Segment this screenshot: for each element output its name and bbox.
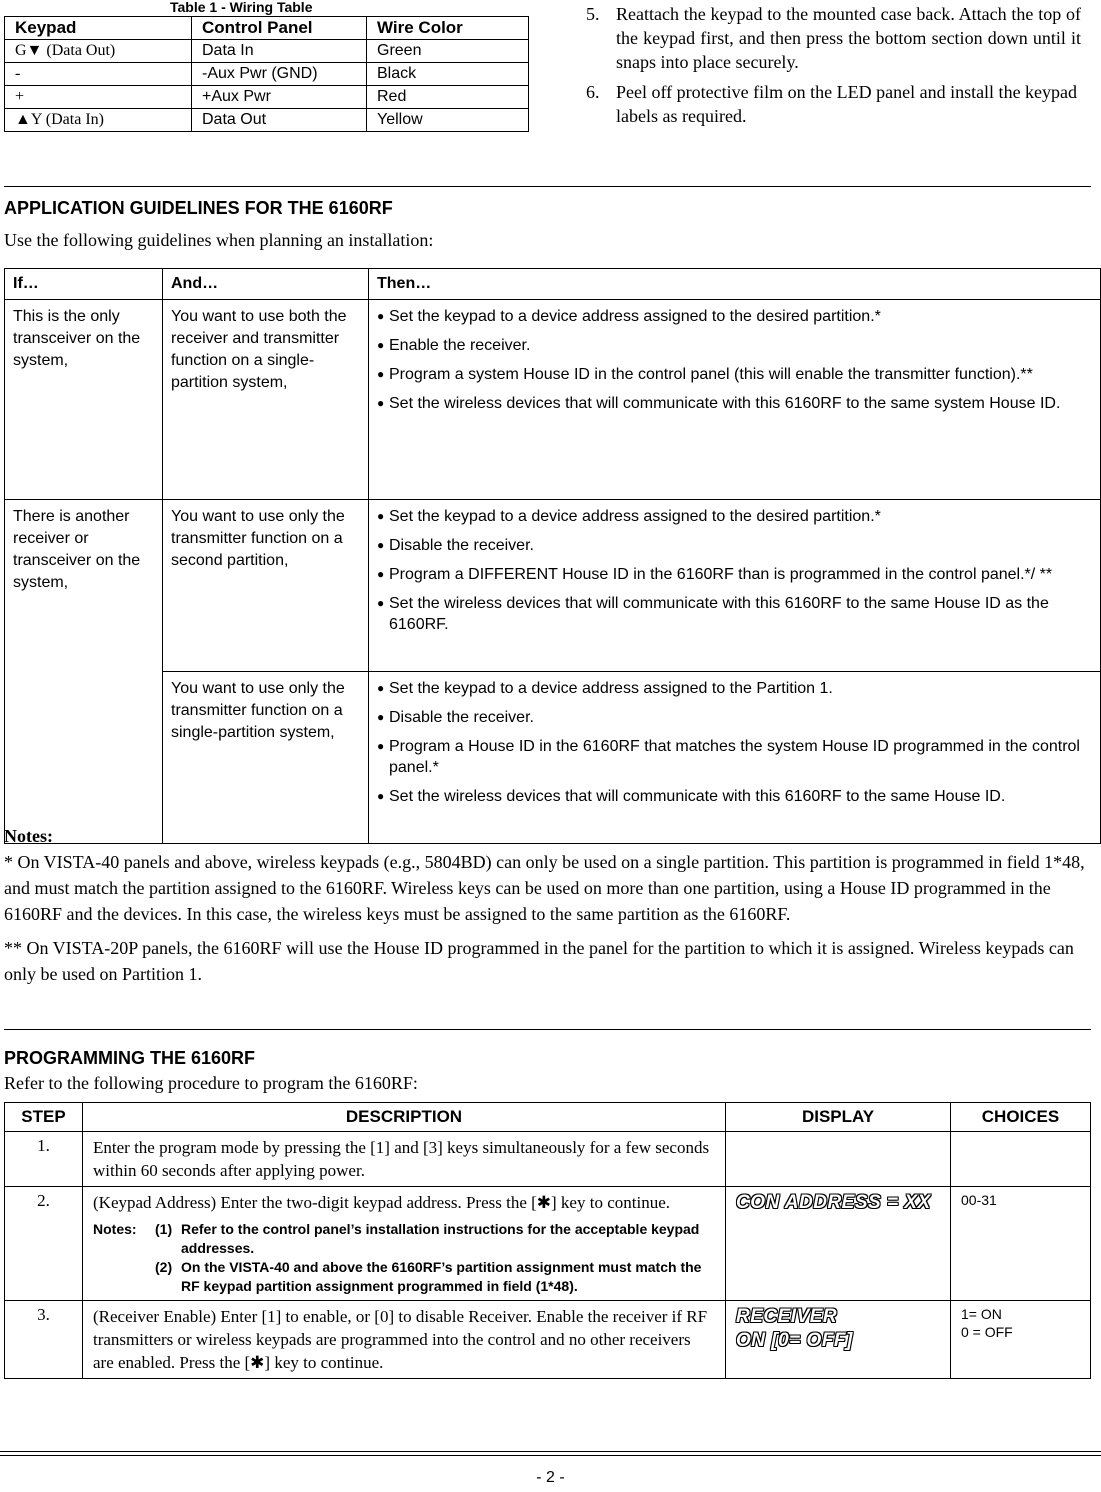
lcd-display-line: ON [0= OFF] [736,1330,853,1351]
footer-rule [0,1455,1101,1456]
table-row [5,672,1101,844]
description-cell [83,1187,726,1301]
description-text: (Keypad Address) Enter the two-digit keypad address. Press the [✱] key to continue. [93,1193,670,1212]
wiring-table [4,16,529,132]
note-text: On the VISTA-40 and above the 6160RF’s partition assignment must match the RF keypad partition assignment programmed in field (1*48). [181,1259,702,1294]
note-text: Refer to the control panel’s installation instructions for the acceptable keypad addresses. [181,1221,700,1256]
column-header: Wire Color [367,17,529,40]
choice-value: 0 = OFF [961,1324,1013,1340]
page-number: - 2 - [536,1469,565,1486]
lcd-display-line: RECEIVER [736,1306,838,1327]
bullet-icon: ● [377,396,385,410]
column-header: DISPLAY [726,1103,951,1132]
list-item-text: Set the wireless devices that will communicate with this 6160RF to the same House ID as the 6160RF. [389,595,1049,633]
step-number: 6. [586,82,600,102]
and-cell: You want to use both the receiver and transmitter function on a single-partition system, [163,300,369,500]
list-item-text: Set the keypad to a device address assigned to the desired partition.* [389,508,881,525]
list-item [377,564,1092,585]
lcd-display-line: CON ADDRESS = XX [736,1192,931,1213]
table-header-row [5,1103,1091,1132]
step-text: Reattach the keypad to the mounted case back. Attach the top of the keypad first, and then press the bottom section down until it snaps into place securely. [616,4,1081,72]
and-cell: You want to use only the transmitter function on a single-partition system, [163,672,369,844]
list-item-text: Program a DIFFERENT House ID in the 6160RF than is programmed in the control panel.*/ ** [389,566,1053,583]
wiring-table-caption: Table 1 - Wiring Table [170,0,313,15]
guidelines-intro: Use the following guidelines when planning an installation: [4,230,434,250]
column-header: And… [163,269,369,300]
color-cell: Red [367,86,529,109]
then-cell [369,672,1101,844]
guidelines-table [4,268,1101,844]
keypad-cell: - [5,63,192,86]
footer-rule [0,1451,1101,1452]
table-row [5,500,1101,672]
list-item-text: Disable the receiver. [389,537,534,554]
color-cell: Green [367,40,529,63]
column-header: Then… [369,269,1101,300]
bullet-icon: ● [377,596,385,610]
list-item-text: Set the keypad to a device address assigned to the desired partition.* [389,308,881,325]
choices-cell [951,1187,1091,1301]
choices-cell [951,1132,1091,1187]
install-step [586,80,1081,128]
keypad-cell: ▲Y (Data In) [5,109,192,132]
list-item-text: Set the wireless devices that will communicate with this 6160RF to the same House ID. [389,788,1006,805]
table-row [5,63,529,86]
column-header: STEP [5,1103,83,1132]
programming-table [4,1102,1091,1379]
list-item [377,707,1092,728]
bullet-icon: ● [377,739,385,753]
color-cell: Black [367,63,529,86]
bullet-icon: ● [377,567,385,581]
table-row [5,300,1101,500]
step-cell: 3. [5,1301,83,1379]
if-cell: This is the only transceiver on the system, [5,300,163,500]
display-cell [726,1187,951,1301]
note-number: (1) [155,1221,173,1237]
note-number: (2) [155,1259,173,1275]
section-divider [4,186,1091,187]
notes-section [4,823,1089,995]
step-notes-label: Notes: [93,1221,137,1237]
panel-cell: Data Out [192,109,367,132]
list-item [377,306,1092,327]
column-header: DESCRIPTION [83,1103,726,1132]
column-header: Keypad [5,17,192,40]
keypad-cell: + [5,86,192,109]
table-row [5,1301,1091,1379]
bullet-icon: ● [377,367,385,381]
list-item-text: Program a House ID in the 6160RF that matches the system House ID programmed in the control panel.* [389,738,1080,776]
section-divider [4,1029,1091,1030]
panel-cell: Data In [192,40,367,63]
table-row [5,1187,1091,1301]
list-item [377,364,1092,385]
table-header-row [5,269,1101,300]
list-item [377,535,1092,556]
keypad-cell: G▼ (Data Out) [5,40,192,63]
column-header: If… [5,269,163,300]
then-cell [369,500,1101,672]
notes-title: Notes: [4,826,53,846]
table-row [5,86,529,109]
choice-value: 00-31 [961,1192,997,1208]
list-item [377,393,1092,414]
table-row [5,40,529,63]
bullet-icon: ● [377,538,385,552]
bullet-icon: ● [377,338,385,352]
bullet-icon: ● [377,309,385,323]
install-step [586,2,1081,74]
list-item [377,786,1092,807]
list-item-text: Disable the receiver. [389,709,534,726]
display-cell [726,1301,951,1379]
list-item-text: Enable the receiver. [389,337,531,354]
list-item [377,678,1092,699]
list-item [377,506,1092,527]
programming-intro: Refer to the following procedure to program the 6160RF: [4,1073,418,1093]
bullet-icon: ● [377,789,385,803]
then-cell [369,300,1101,500]
color-cell: Yellow [367,109,529,132]
bullet-icon: ● [377,509,385,523]
step-note [93,1220,715,1258]
column-header: Control Panel [192,17,367,40]
guidelines-heading: APPLICATION GUIDELINES FOR THE 6160RF [4,198,393,218]
column-header: CHOICES [951,1103,1091,1132]
list-item-text: Set the keypad to a device address assigned to the Partition 1. [389,680,833,697]
panel-cell: +Aux Pwr [192,86,367,109]
note-paragraph: ** On VISTA-20P panels, the 6160RF will use the House ID programmed in the panel for the partition to which it is assigned. Wireless keypads can only be used on Partition 1. [4,938,1074,984]
bullet-icon: ● [377,681,385,695]
install-steps [586,2,1081,134]
list-item-text: Set the wireless devices that will communicate with this 6160RF to the same system House ID. [389,395,1061,412]
table-row [5,109,529,132]
step-cell: 2. [5,1187,83,1301]
and-cell: You want to use only the transmitter function on a second partition, [163,500,369,672]
step-note [93,1258,715,1296]
programming-heading: PROGRAMMING THE 6160RF [4,1048,256,1068]
choice-value: 1= ON [961,1306,1002,1322]
step-number: 5. [586,4,600,24]
note-paragraph: * On VISTA-40 panels and above, wireless keypads (e.g., 5804BD) can only be used on a single partition. This partition is programmed in field 1*48, and must match the partition assigned to the 6160RF. Wireless keys can be used on more than one partition, using a House ID programmed in the 6160RF and the devices. In this case, the wireless keys must be assigned to the same partition as the 6160RF. [4,852,1085,924]
list-item [377,593,1092,635]
table-header-row [5,17,529,40]
if-cell: There is another receiver or transceiver on the system, [5,500,163,844]
description-cell: Enter the program mode by pressing the [1] and [3] keys simultaneously for a few seconds within 60 seconds after applying power. [83,1132,726,1187]
step-text: Peel off protective film on the LED panel and install the keypad labels as required. [616,82,1078,126]
bullet-icon: ● [377,710,385,724]
table-row [5,1132,1091,1187]
list-item [377,736,1092,778]
display-cell [726,1132,951,1187]
description-cell: (Receiver Enable) Enter [1] to enable, or [0] to disable Receiver. Enable the receiver if RF transmitters or wireless keypads are programmed into the control and no other receivers are enabled. Press the [✱] key to continue. [83,1301,726,1379]
step-notes [93,1220,715,1296]
panel-cell: -Aux Pwr (GND) [192,63,367,86]
list-item [377,335,1092,356]
choices-cell [951,1301,1091,1379]
list-item-text: Program a system House ID in the control panel (this will enable the transmitter function).** [389,366,1033,383]
step-cell: 1. [5,1132,83,1187]
